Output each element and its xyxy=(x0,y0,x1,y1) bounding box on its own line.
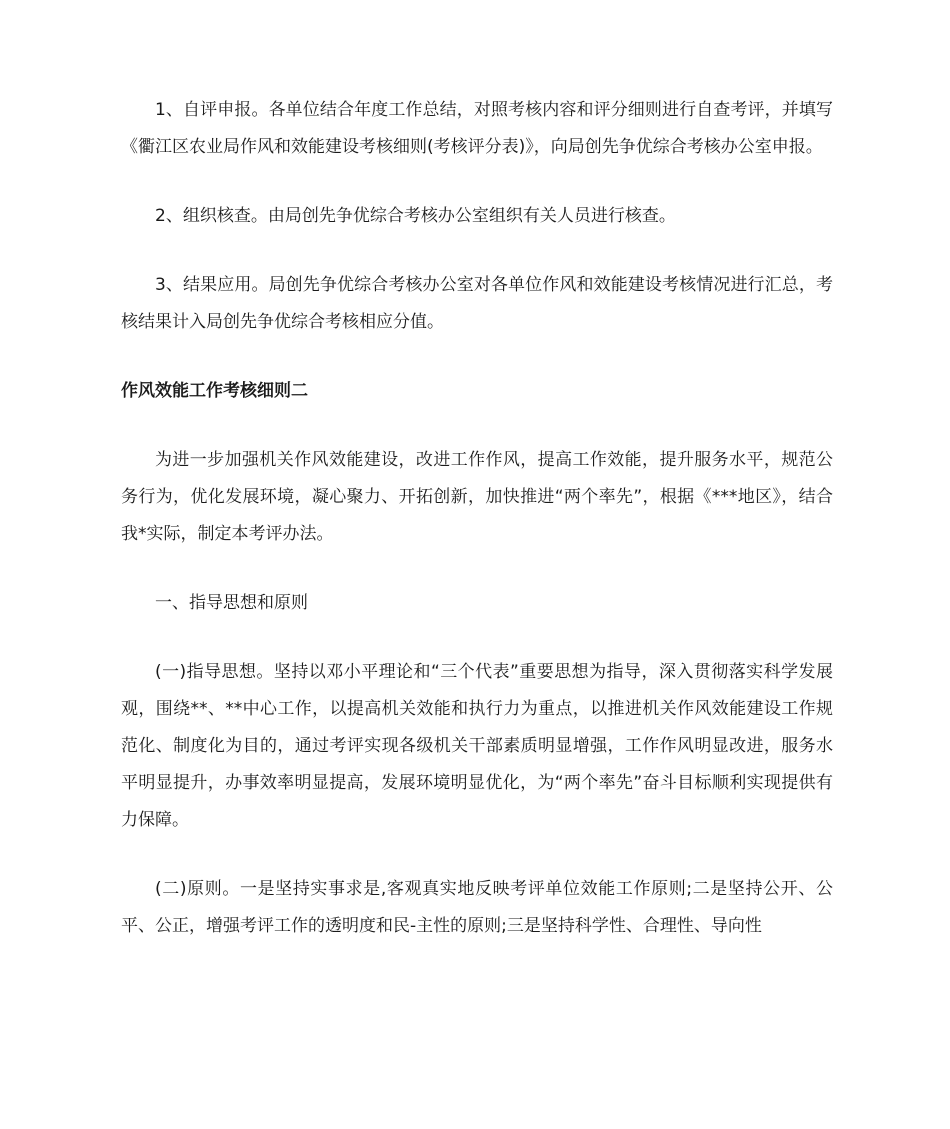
spacer xyxy=(121,235,833,267)
spacer xyxy=(121,622,833,654)
spacer xyxy=(121,839,833,871)
document-body xyxy=(121,92,833,945)
spacer xyxy=(121,410,833,442)
paragraph-self-assessment: 1、自评申报。各单位结合年度工作总结，对照考核内容和评分细则进行自查考评，并填写《衢江区农业局作风和效能建设考核细则(考核评分表)》，向局创先争优综合考核办公室申报。 xyxy=(121,100,833,157)
paragraph-intro: 为进一步加强机关作风效能建设，改进工作作风，提高工作效能，提升服务水平，规范公务行为，优化发展环境，凝心聚力、开拓创新，加快推进“两个率先”，根据《***地区》，结合我*实际，制定本考评办法。 xyxy=(121,450,833,544)
section-heading: 作风效能工作考核细则二 xyxy=(121,381,308,401)
paragraph-guiding-title: 一、指导思想和原则 xyxy=(155,593,308,613)
paragraph-verification: 2、组织核查。由局创先争优综合考核办公室组织有关人员进行核查。 xyxy=(155,206,676,226)
spacer xyxy=(121,341,833,373)
spacer xyxy=(121,553,833,585)
paragraph-principles: (二)原则。一是坚持实事求是,客观真实地反映考评单位效能工作原则;二是坚持公开、公平、公正，增强考评工作的透明度和民-主性的原则;三是坚持科学性、合理性、导向性 xyxy=(121,879,833,936)
spacer xyxy=(121,166,833,198)
paragraph-guiding-ideology: (一)指导思想。坚持以邓小平理论和“三个代表”重要思想为指导，深入贯彻落实科学发展观，围绕**、**中心工作，以提高机关效能和执行力为重点，以推进机关作风效能建设工作规范化、制度化为目的，通过考评实现各级机关干部素质明显增强，工作作风明显改进，服务水平明显提升，办事效率明显提高，发展环境明显优化，为“两个率先”奋斗目标顺利实现提供有力保障。 xyxy=(121,662,833,830)
paragraph-result-application: 3、结果应用。局创先争优综合考核办公室对各单位作风和效能建设考核情况进行汇总，考核结果计入局创先争优综合考核相应分值。 xyxy=(121,275,833,332)
